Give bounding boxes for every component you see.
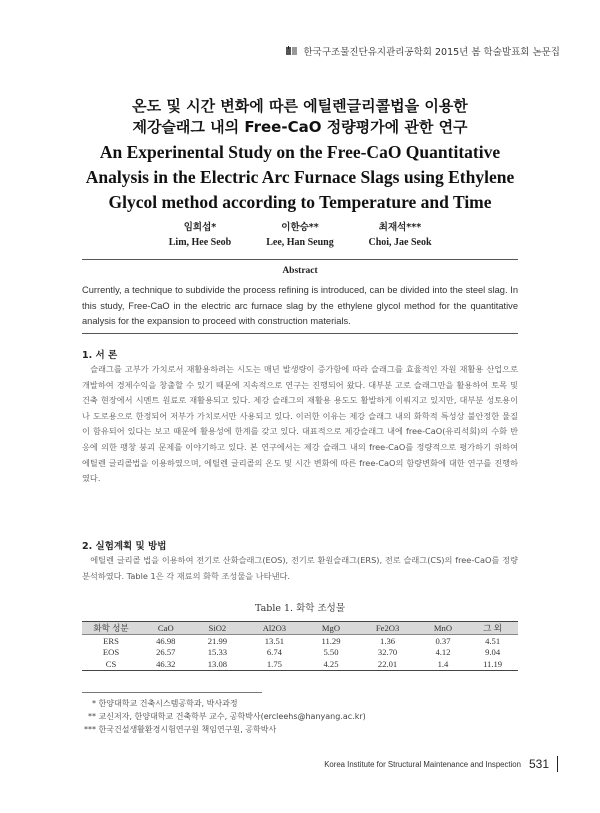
table-header-cell: 그 외	[467, 622, 518, 635]
table-cell: 9.04	[485, 647, 501, 658]
table-cell: 4.12	[435, 647, 451, 658]
table-cell: 21.99	[207, 635, 228, 646]
divider	[82, 259, 518, 260]
title-english-line: Glycol method according to Temperature and Time	[108, 192, 492, 212]
composition-table	[82, 621, 518, 671]
table-cell: 15.33	[207, 647, 228, 658]
section-heading: 2. 실험계획 및 방법	[82, 541, 167, 552]
author-name-korean: 이한승**	[281, 222, 319, 233]
author-name-korean: 임희섭*	[183, 222, 217, 233]
author	[150, 220, 250, 250]
header-text: 한국구조물진단유지관리공학회 2015년 봄 학술발표회 논문집	[303, 47, 560, 58]
table-header-row	[82, 622, 518, 635]
table-header-cell: Fe2O3	[356, 622, 418, 635]
author-name-english: Lim, Hee Seob	[168, 237, 232, 248]
table-cell: 4.25	[306, 658, 357, 670]
table-row	[82, 635, 518, 647]
table-cell: 11.29	[321, 635, 341, 646]
book-icon	[286, 46, 298, 56]
title-korean	[0, 96, 600, 138]
table-cell: 46.98	[156, 635, 176, 646]
table-caption: Table 1. 화학 조성물	[254, 603, 345, 614]
footnote: *** 한국건설생활환경시험연구원 책임연구원, 공학박사	[84, 725, 277, 734]
table-cell: 32.70	[377, 647, 398, 658]
page-footer	[300, 756, 558, 772]
table-cell: 4.51	[485, 635, 501, 646]
author-list	[150, 220, 450, 250]
title-english-line: An Experinental Study on the Free-CaO Quantitative	[99, 142, 501, 162]
table-cell: 13.51	[264, 635, 285, 646]
title-english-line: Analysis in the Electric Arc Furnace Slags using Ethylene	[85, 167, 515, 187]
footnote: ** 교신저자, 한양대학교 건축학부 교수, 공학박사(ercleehs@hanyang.ac.kr)	[88, 712, 366, 721]
title-korean-line: 제강슬래그 내의 Free-CaO 정량평가에 관한 연구	[132, 118, 468, 136]
table-cell: 11.19	[467, 658, 518, 670]
table-cell: 6.74	[266, 647, 282, 658]
table-cell: 1.36	[380, 635, 396, 646]
abstract-body: Currently, a technique to subdivide the process refining is introduced, can be divided into the steel slag. In this study, Free-CaO in the electric arc furnace slag by the ethylene glycol method for the quantitative analysis for the expansion to proceed with construction materials.	[82, 285, 518, 326]
table-row	[82, 647, 518, 659]
footnote-divider	[82, 692, 262, 693]
table-cell: 1.4	[419, 658, 467, 670]
footnote: * 한양대학교 건축시스템공학과, 박사과정	[92, 699, 238, 708]
table-header-cell: SiO2	[192, 622, 244, 635]
table-header-cell: MgO	[306, 622, 357, 635]
table-header-cell: MnO	[419, 622, 467, 635]
abstract-heading: Abstract	[282, 266, 318, 276]
section-body: 슬래그를 고부가 가치로서 재활용하려는 시도는 매년 발생량이 증가함에 따라 슬래그를 효율적인 자원 재활용 산업으로 개발하여 경제수익을 창출할 수 있기 때문에 지속적으로 연구는 진행되어 왔다. 대부분 고로 슬래그만을 활용하여 토목 및 건축 현장에서 시멘트 원료로 재활용되고 있다. 제강 슬래그의 재활용 용도도 활발하게 이뤄지고 있지만, 대부분 성토용이나 도로용으로 한정되어 저부가 가치로서만 사용되고 있다. 이러한 이유는 제강 슬래그 내의 화학적 특성상 불안정한 물질이 함유되어 있다는 보고 때문에 활용성에 한계를 갖고 있다. 대표적으로 제강슬래그 내에 free-CaO(유리석회)의 수화 반응에 의한 팽창 붕괴 문제를 이야기하고 있다. 본 연구에서는 제강 슬래그 내의 free-CaO를 정량적으로 평가하기 위하여 에틸렌 글리콜법을 이용하였으며, 에틸렌 글리콜의 온도 및 시간 변화에 따른 free-CaO의 함량변화에 대한 연구를 진행하였다.	[82, 364, 518, 484]
page-number: 531	[528, 757, 549, 771]
author	[350, 220, 450, 250]
table-cell: 13.08	[192, 658, 244, 670]
table-cell: EOS	[102, 647, 120, 658]
footer-text: Korea Institute for Structural Maintenance and Inspection	[324, 759, 521, 769]
running-header	[286, 44, 560, 58]
table-row	[82, 658, 518, 670]
table-cell: 46.32	[140, 658, 192, 670]
table-cell: 0.37	[435, 635, 451, 646]
table-header-cell: Al2O3	[243, 622, 305, 635]
table-header-cell: 화학 성분	[82, 622, 140, 635]
table-cell: ERS	[103, 635, 119, 646]
title-korean-line: 온도 및 시간 변화에 따른 에틸렌글리콜법을 이용한	[132, 97, 468, 115]
table-cell: CS	[82, 658, 140, 670]
section-body: 에틸렌 글리콜 법을 이용하여 전기로 산화슬래그(EOS), 전기로 환원슬래그(ERS), 전로 슬래그(CS)의 free-CaO를 정량 분석하였다. Table 1은 각 재료의 화학 조성물을 나타낸다.	[82, 555, 518, 581]
section-heading: 1. 서 론	[82, 350, 118, 361]
table-header-cell: CaO	[140, 622, 192, 635]
author-name-korean: 최재석***	[378, 222, 422, 233]
title-english	[0, 140, 600, 215]
table-cell: 1.75	[243, 658, 305, 670]
author-name-english: Choi, Jae Seok	[368, 237, 432, 248]
author	[250, 220, 350, 250]
footer-bar	[557, 756, 558, 772]
table-cell: 22.01	[356, 658, 418, 670]
author-name-english: Lee, Han Seung	[266, 237, 334, 248]
table-cell: 5.50	[323, 647, 339, 658]
table-cell: 26.57	[156, 647, 176, 658]
divider	[82, 333, 518, 334]
